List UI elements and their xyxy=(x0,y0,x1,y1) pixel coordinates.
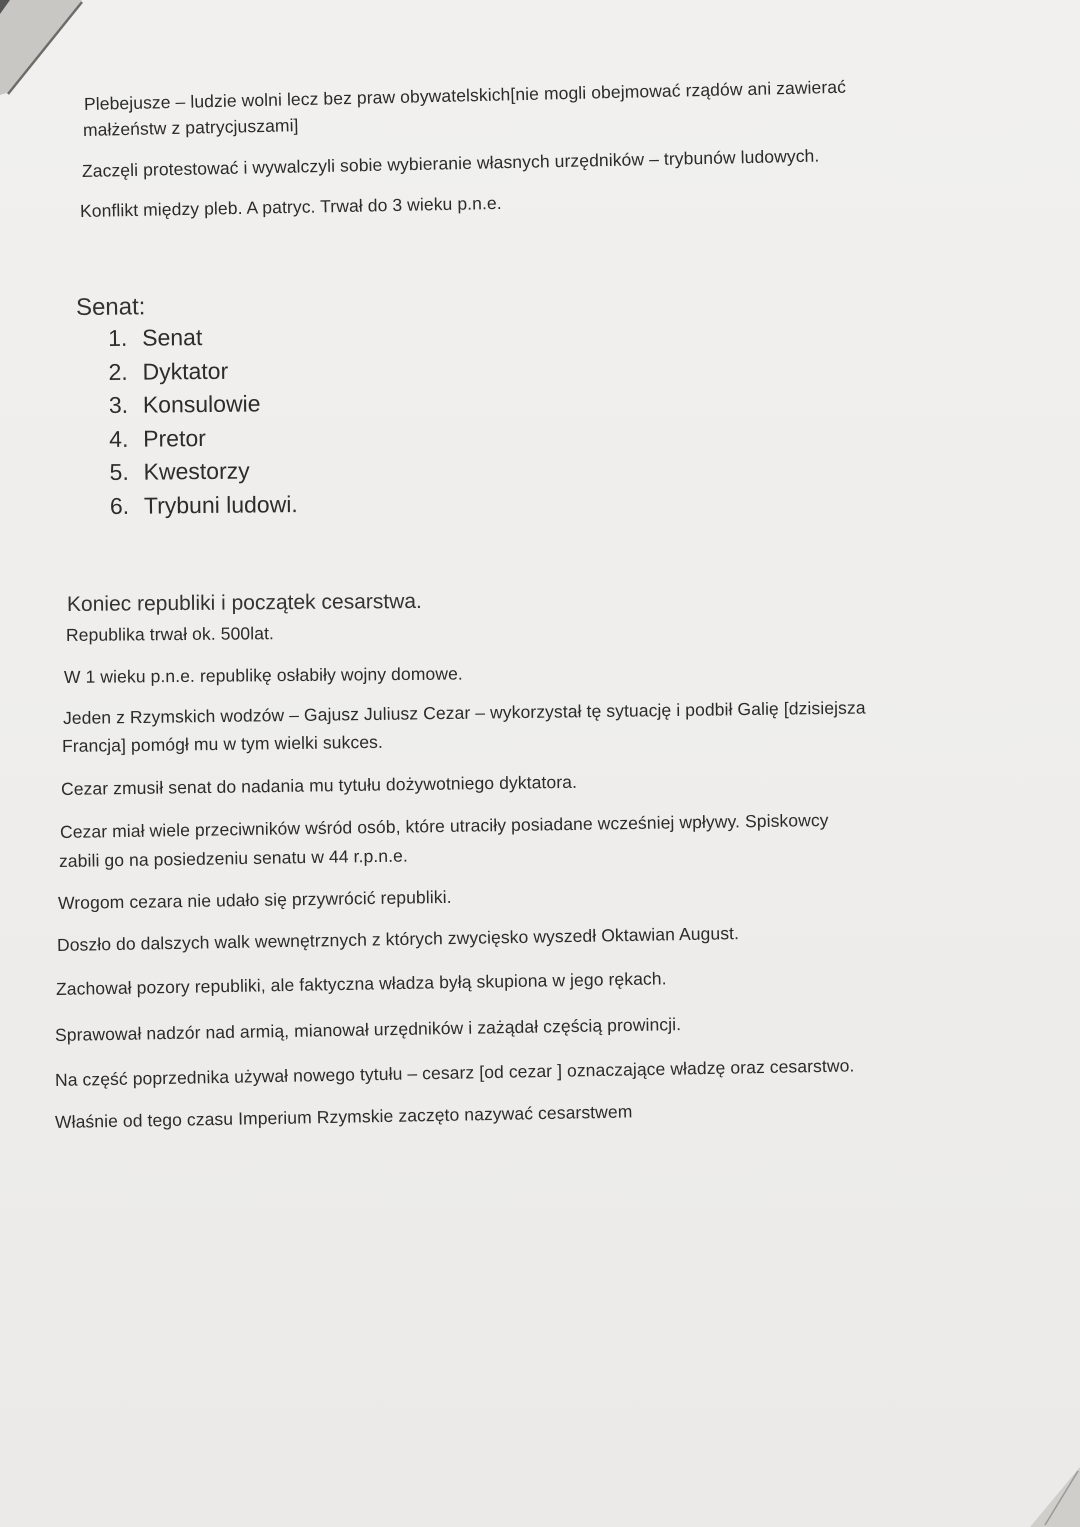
paragraph-line: zabili go na posiedzeniu senatu w 44 r.p.n.e. xyxy=(58,845,409,871)
plebejusze-line-2: małżeństw z patrycjuszami] xyxy=(82,115,299,140)
paragraph-line: Właśnie od tego czasu Imperium Rzymskie zaczęto nazywać cesarstwem xyxy=(54,1101,633,1132)
paragraph-line: Cezar zmusił senat do nadania mu tytułu dożywotniego dyktatora. xyxy=(60,771,578,799)
paragraph-line: Francja] pomógł mu w tym wielki sukces. xyxy=(61,731,384,756)
list-item: 2. Dyktator xyxy=(108,357,229,385)
paragraph-line: Republika trwał ok. 500lat. xyxy=(65,623,275,645)
list-item: 3. Konsulowie xyxy=(108,390,261,418)
list-item: 6. Trybuni ludowi. xyxy=(109,490,298,519)
senat-list xyxy=(108,320,298,523)
list-item: 4. Pretor xyxy=(109,424,206,452)
list-item: 1. Senat xyxy=(108,324,203,351)
paragraph-line: W 1 wieku p.n.e. republikę osłabiły wojny domowe. xyxy=(63,663,463,687)
section-heading: Koniec republiki i początek cesarstwa. xyxy=(66,589,422,616)
paragraph-line: Na część poprzednika używał nowego tytułu – cesarz [od cezar ] oznaczające władzę oraz cesarstwo. xyxy=(54,1055,855,1090)
senat-heading: Senat: xyxy=(75,293,146,321)
page-corner-shadow xyxy=(990,1467,1080,1527)
page-fold-shadow xyxy=(0,0,90,95)
paragraph-line: Cezar miał wiele przeciwników wśród osób, które utraciły posiadane wcześniej wpływy. Spiskowcy xyxy=(59,809,829,842)
paragraph-line: Jeden z Rzymskich wodzów – Gajusz Juliusz Cezar – wykorzystał tę sytuację i podbił Galię [dzisiejsza xyxy=(62,697,866,728)
list-item: 5. Kwestorzy xyxy=(109,457,250,485)
paragraph-line: Doszło do dalszych walk wewnętrznych z których zwycięsko wyszedł Oktawian August. xyxy=(56,923,740,955)
paragraph-line: Sprawował nadzór nad armią, mianował urzędników i zażądał częścią prowincji. xyxy=(54,1014,682,1045)
konflikt-line: Konflikt między pleb. A patryc. Trwał do 3 wieku p.n.e. xyxy=(79,192,502,221)
protest-line: Zaczęli protestować i wywalczyli sobie wybieranie własnych urzędników – trybunów ludowych. xyxy=(81,145,820,181)
paragraph-line: Wrogom cezara nie udało się przywrócić republiki. xyxy=(57,886,452,913)
plebejusze-line-1: Plebejusze – ludzie wolni lecz bez praw obywatelskich[nie mogli obejmować rządów ani zawierać xyxy=(83,76,847,114)
paragraph-line: Zachował pozory republiki, ale faktyczna władza byłą skupiona w jego rękach. xyxy=(55,968,667,999)
